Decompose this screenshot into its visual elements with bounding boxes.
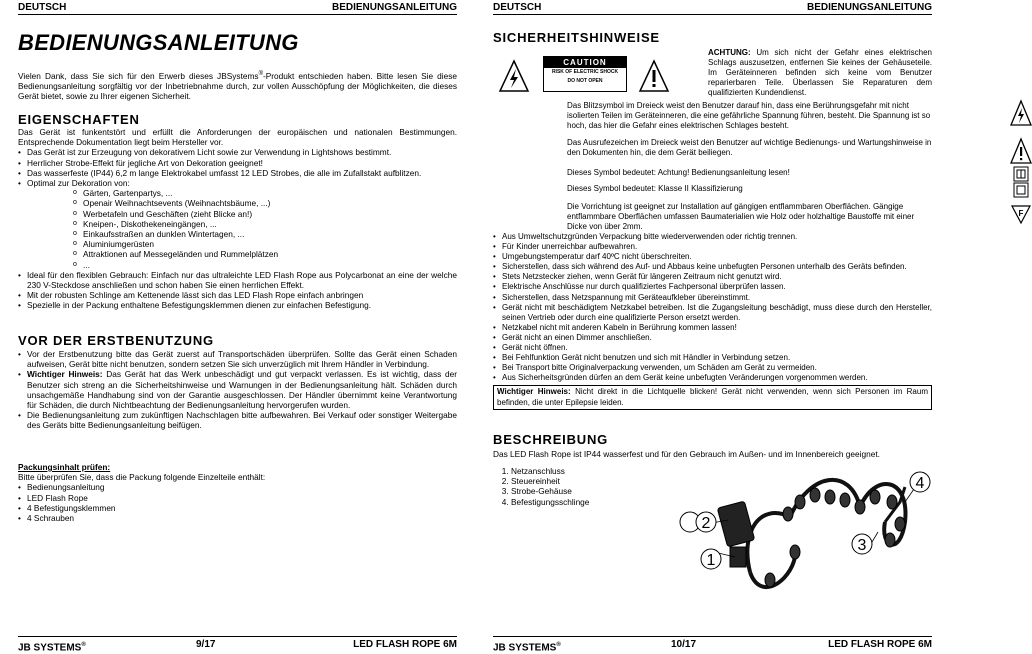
list-item: • Herrlicher Strobe-Effekt für jegliche Art von Dekoration geeignet! (18, 158, 457, 168)
list-item: o Kneipen-, Diskothekeneingängen, ... (73, 219, 457, 229)
callout-4: 4 (915, 475, 925, 492)
safety-section (493, 30, 932, 45)
page-header (18, 2, 457, 15)
list-item: • Sicherstellen, dass Netzspannung mit Geräteaufkleber übereinstimmt. (493, 293, 932, 303)
class-ii-text: Dieses Symbol bedeutet: Klasse II Klassifizierung (567, 184, 743, 193)
callout-3: 3 (857, 537, 867, 554)
features-section (18, 112, 457, 311)
page-footer (493, 636, 932, 653)
book-text: Dieses Symbol bedeutet: Achtung! Bedienungsanleitung lesen! (567, 168, 790, 177)
list-item: • LED Flash Rope (18, 493, 457, 503)
list-item: 4. Befestigungsschlinge (511, 497, 693, 507)
list-item: • Die Bedienungsanleitung zum zukünftigen Nachschlagen bitte aufbewahren. Bei Verkauf oder sonstiger Weitergabe des Geräts bitte Bedienungsanleitung beifügen. (18, 410, 457, 430)
safety-list (493, 232, 932, 383)
list-item: o Werbetafeln und Geschäften (zieht Blicke an!) (73, 209, 457, 219)
package-list (18, 482, 457, 523)
package-section (18, 462, 457, 523)
list-item: • Das wasserfeste (IP44) 6,2 m lange Elektrokabel umfasst 12 LED Strobes, die alle im Zufallstakt aufblitzen. (18, 168, 457, 178)
list-item: o Aluminiumgerüsten (73, 239, 457, 249)
list-item: • Gerät nicht an einen Dimmer anschließen. (493, 333, 932, 343)
features-list-2 (18, 270, 457, 311)
list-item: o ... (73, 260, 457, 270)
list-item: 3. Strobe-Gehäuse (511, 486, 693, 496)
important-notice: Wichtiger Hinweis: Nicht direkt in die Lichtquelle blicken! Gerät nicht verwenden, wenn sich Personen im Raum befinden, die unter Epilepsie leiden. (493, 385, 932, 409)
intro-text: Vielen Dank, dass Sie sich für den Erwerb dieses JBSystems®-Produkt entschieden haben. Bitte lesen Sie diese Bedienungsanleitung sorgfältig vor der Inbetriebnahme durch, zur vollen Ausschöpfung der Möglichkeiten, die dieses Gerät bietet, sowie zu Ihrer eigenen Sicherheit. (18, 70, 458, 102)
lightning-warning-icon (499, 60, 529, 92)
list-item: o Openair Weihnachtsevents (Weihnachtsbäume, ...) (73, 198, 457, 208)
list-item: • 4 Schrauben (18, 513, 457, 523)
lightning-triangle-icon (1010, 100, 1032, 126)
features-heading: EIGENSCHAFTEN (18, 112, 140, 127)
list-item: o Gärten, Gartenpartys, ... (73, 188, 457, 198)
exclamation-warning-icon (639, 60, 669, 92)
control-unit (717, 501, 754, 547)
decoration-list (18, 188, 457, 270)
list-item: • Für Kinder unerreichbar aufbewahren. (493, 242, 932, 252)
page-number: 10/17 (671, 639, 697, 650)
list-item: • Sicherstellen, dass sich während des Auf- und Abbaus keine unbefugten Personen unterhalb des Geräts befinden. (493, 262, 932, 272)
list-item: • Elektrische Anschlüsse nur durch qualifiziertes Fachpersonal überprüfen lassen. (493, 282, 932, 292)
description-section (493, 432, 932, 459)
list-item: • 4 Befestigungsklemmen (18, 503, 457, 513)
led-rope-illustration (700, 462, 930, 622)
list-item: • Optimal zur Dekoration von: (18, 178, 457, 188)
footer-product: LED FLASH ROPE 6M (828, 639, 932, 650)
description-heading: BESCHREIBUNG (493, 432, 609, 447)
list-item: • Bei Fehlfunktion Gerät nicht benutzen und sich mit Händler in Verbindung setzen. (493, 353, 932, 363)
exclamation-text: Das Ausrufezeichen im Dreieck weist den Benutzer auf wichtige Bedienungs- und Wartungshinweise in den Dokumenten hin, die dem Gerät beiliegen. (567, 138, 932, 157)
list-item: • Netzkabel nicht mit anderen Kabeln in Berührung kommen lassen! (493, 323, 932, 333)
list-item: • Das Gerät ist zur Erzeugung von dekorativem Licht sowie zur Verwendung in Lightshows bestimmt. (18, 147, 457, 157)
package-text: Bitte überprüfen Sie, dass die Packung folgende Einzelteile enthält: (18, 472, 266, 483)
exclamation-triangle-icon (1010, 138, 1032, 164)
class-ii-icon (1013, 182, 1029, 198)
right-page (475, 0, 1024, 654)
list-item: • Gerät nicht öffnen. (493, 343, 932, 353)
list-item: • Gerät nicht mit beschädigtem Netzkabel betreiben. Ist die Zugangsleitung beschädigt, muss diese durch den Hersteller, seinen Vertrieb oder durch eine qualifizierte Person ersetzt werden. (493, 303, 932, 323)
book-icon (1013, 166, 1029, 182)
header-language: DEUTSCH (493, 2, 542, 13)
package-heading: Packungsinhalt prüfen: (18, 462, 111, 472)
safety-list-wrap (493, 232, 932, 410)
header-title: BEDIENUNGSANLEITUNG (806, 2, 932, 13)
list-item: • Stets Netzstecker ziehen, wenn Gerät für längeren Zeitraum nicht genutzt wird. (493, 272, 932, 282)
parts-list-wrap (493, 466, 693, 507)
flammable-surface-icon (1011, 204, 1031, 224)
footer-brand: JB SYSTEMS® (18, 642, 86, 654)
achtung-text: ACHTUNG: Um sich nicht der Gefahr eines elektrischen Schlags auszusetzen, entfernen Sie keines der Gehäuseteile. Im Geräteinneren befinden sich keine vom Benutzer reparierbaren Teile. Überlassen Sie Reparaturen dem qualifizierten Kundendienst. (708, 48, 932, 97)
caution-symbols (493, 52, 670, 96)
power-plug (730, 547, 746, 567)
list-item: 2. Steuereinheit (511, 476, 693, 486)
callout-1: 1 (706, 552, 716, 569)
header-language: DEUTSCH (18, 2, 67, 13)
list-item: • Bei Transport bitte Originalverpackung verwenden, um Schäden am Gerät zu vermeiden. (493, 363, 932, 373)
caution-label: CAUTION RISK OF ELECTRIC SHOCK DO NOT OPEN (543, 56, 627, 92)
list-item: • Umgebungstemperatur darf 40ºC nicht überschreiten. (493, 252, 932, 262)
intro (18, 69, 457, 101)
list-item: • Aus Sicherheitsgründen dürfen an dem Gerät keine unbefugten Veränderungen vorgenommen werden. (493, 373, 932, 383)
page-footer (18, 636, 457, 653)
list-item: • Mit der robusten Schlinge am Kettenende lässt sich das LED Flash Rope einfach anbringen (18, 290, 457, 300)
list-item: o Einkaufsstraßen an dunklen Wintertagen, ... (73, 229, 457, 239)
list-item: • Wichtiger Hinweis: Das Gerät hat das Werk unbeschädigt und gut verpackt verlassen. Es ist wichtig, dass der Benutzer sich streng an die Sicherheitshinweise und Warnungen in der Bedienungsanleitung hält. Schäden durch unsachgemäße Handhabung sind von der Garantie ausgeschlossen. Der Händler übernimmt keine Verantwortung für Schäden, die durch Nichtbeachtung der Bedienungsanleitung hervorgerufen wurden. (18, 369, 457, 410)
callout-2: 2 (701, 515, 711, 532)
list-item: • Ideal für den flexiblen Gebrauch: Einfach nur das ultraleichte LED Flash Rope aus Polycarbonat an eine der welche 230 V-Steckdose anschließen und schon haben Sie einen herrlichen Effekt. (18, 270, 457, 290)
safety-heading: SICHERHEITSHINWEISE (493, 30, 660, 45)
list-item: o Attraktionen auf Messegeländen und Rummelplätzen (73, 249, 457, 259)
svg-text:F: F (1018, 209, 1024, 218)
page-header (493, 2, 932, 15)
left-page (0, 0, 475, 654)
parts-list (493, 466, 693, 507)
list-item: • Spezielle in der Packung enthaltene Befestigungsklemmen dienen zur einfachen Befestigung. (18, 300, 457, 310)
before-use-section (18, 333, 457, 431)
description-text: Das LED Flash Rope ist IP44 wasserfest und für den Gebrauch im Außen- und im Innenbereich geeignet. (493, 449, 880, 459)
before-use-heading: VOR DER ERSTBENUTZUNG (18, 333, 214, 348)
lightning-text: Das Blitzsymbol im Dreieck weist den Benutzer darauf hin, dass eine Berührungsgefahr mit nicht isolierten Teilen im Geräteinneren, die eine gefährliche Spannung führen, besteht. Die Spannung ist so hoch, das hier die Gefahr eines elektrischen Schlages besteht. (567, 101, 931, 130)
footer-product: LED FLASH ROPE 6M (353, 639, 457, 650)
list-item: 1. Netzanschluss (511, 466, 693, 476)
flammable-text: Die Vorrichtung ist geeignet zur Installation auf gängigen entflammbaren Oberflächen. Gängige entflammbare Oberflächen umfassen Baumaterialien wie Holz oder holzhaltige Baustoffe mit einer Dicke von über 2mm. (567, 202, 915, 231)
list-item: • Aus Umweltschutzgründen Verpackung bitte wiederverwenden oder richtig trennen. (493, 232, 932, 242)
list-item: • Vor der Erstbenutzung bitte das Gerät zuerst auf Transportschäden überprüfen. Sollte das Gerät einen Schaden aufweisen, Gerät bitte nicht benutzen, sondern setzen Sie sich unverzüglich mit Ihrem Händler in Verbindung. (18, 349, 457, 369)
main-title: BEDIENUNGSANLEITUNG (18, 30, 299, 55)
features-text: Das Gerät ist funkentstört und erfüllt die Anforderungen der europäischen und nationalen Bestimmungen. Entsprechende Dokumentation liegt beim Hersteller vor. (18, 127, 457, 148)
page-number: 9/17 (196, 639, 216, 650)
list-item: • Bedienungsanleitung (18, 482, 457, 492)
footer-brand: JB SYSTEMS® (493, 642, 561, 654)
features-list (18, 147, 457, 188)
header-title: BEDIENUNGSANLEITUNG (331, 2, 457, 13)
